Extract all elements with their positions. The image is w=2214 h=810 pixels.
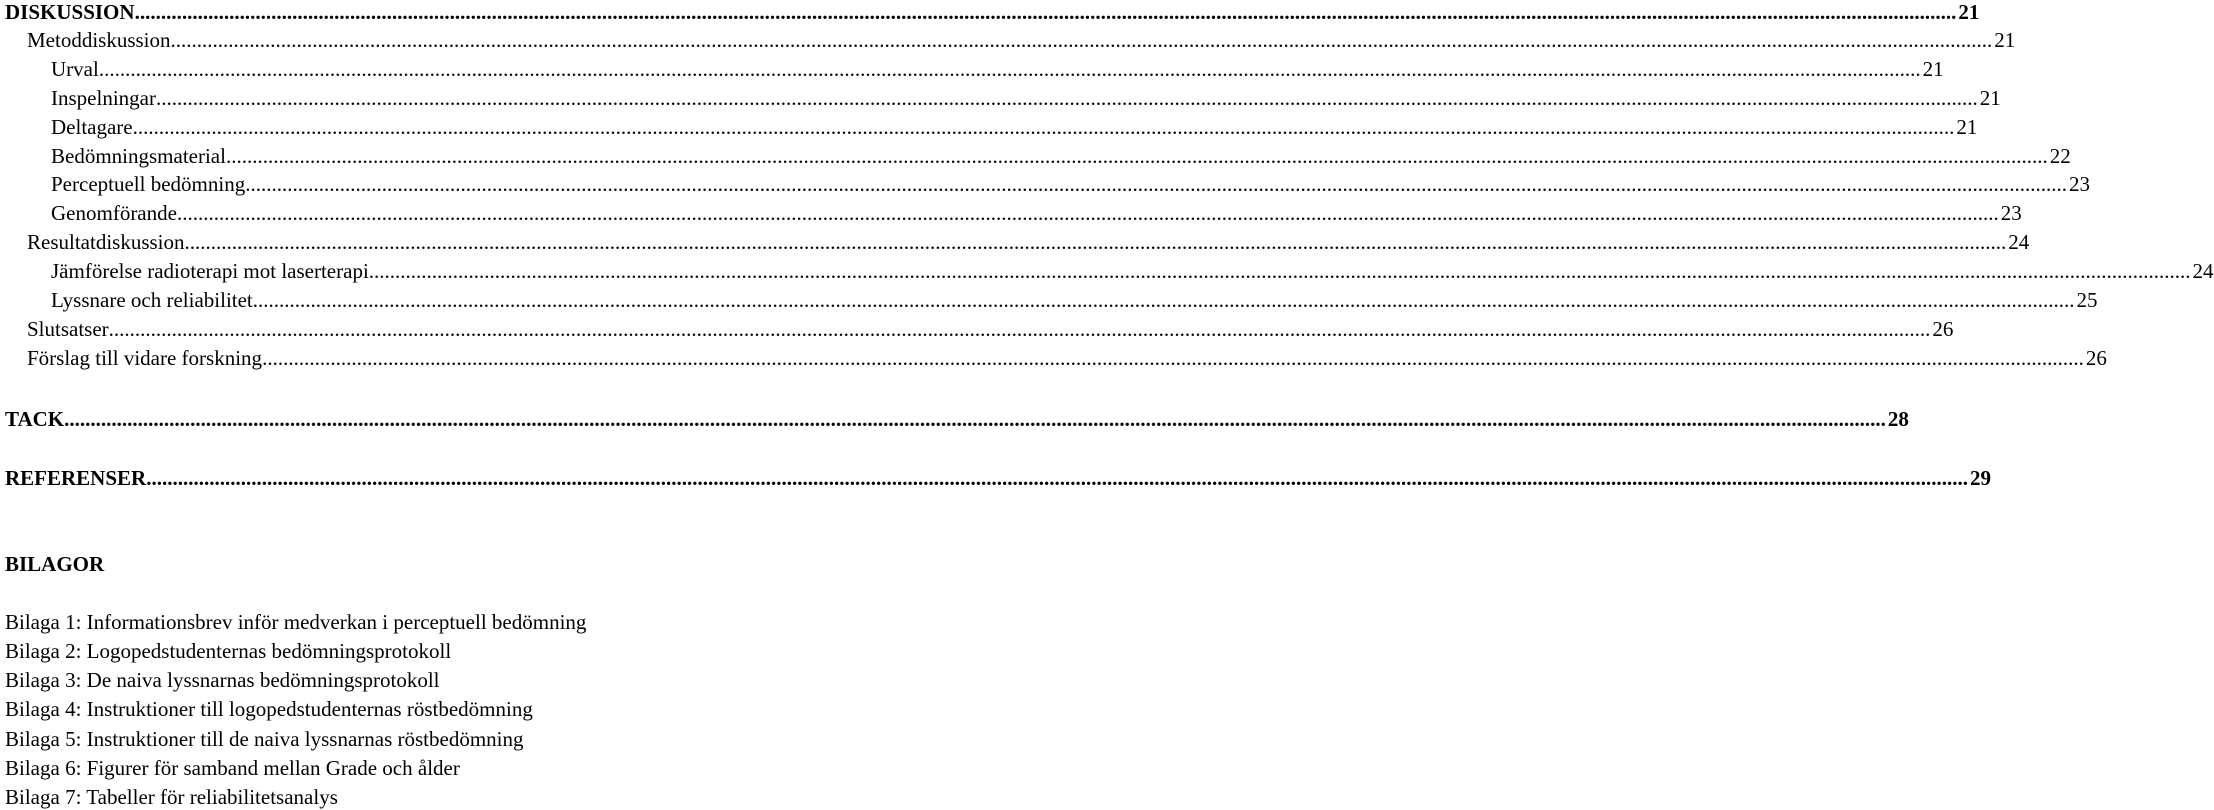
toc-title: TACK [5, 407, 65, 431]
toc-title: DISKUSSION [5, 0, 135, 24]
toc-leader [185, 230, 2007, 254]
toc-page: 21 [1979, 86, 2001, 110]
toc-row-forslag[interactable] [0, 346, 2107, 370]
toc-leader [245, 172, 2067, 196]
toc-page: 28 [1887, 407, 1909, 431]
toc-page: 23 [2068, 172, 2090, 196]
toc-leader [369, 259, 2191, 283]
toc-leader [226, 144, 2048, 168]
toc-title: Förslag till vidare forskning [27, 346, 263, 370]
toc-page: 23 [2000, 201, 2022, 225]
toc-leader [262, 346, 2084, 370]
toc-title: Resultatdiskussion [27, 230, 185, 254]
toc-row-inspelningar[interactable] [0, 86, 2001, 110]
toc-row-jamforelse[interactable] [0, 259, 2214, 283]
toc-title: Deltagare [51, 115, 133, 139]
toc-page: 22 [2049, 144, 2071, 168]
toc-page: 24 [2192, 259, 2214, 283]
toc-page: 29 [1969, 466, 1991, 490]
appendix-item-2: Bilaga 2: Logopedstudenternas bedömningsprotokoll [5, 639, 452, 663]
appendix-item-3: Bilaga 3: De naiva lyssnarnas bedömningsprotokoll [5, 668, 440, 692]
toc-row-deltagare[interactable] [0, 115, 1978, 139]
appendix-item-4: Bilaga 4: Instruktioner till logopedstudenternas röstbedömning [5, 697, 533, 721]
toc-page: 26 [1932, 317, 1954, 341]
toc-row-referenser[interactable] [0, 466, 1991, 490]
toc-leader [253, 288, 2075, 312]
toc-row-resultatdiskussion[interactable] [0, 230, 2030, 254]
toc-title: Genomförande [51, 201, 177, 225]
toc-page: 21 [1922, 57, 1944, 81]
toc-title: Perceptuell bedömning [51, 172, 246, 196]
toc-title: REFERENSER [5, 466, 147, 490]
toc-leader [156, 86, 1978, 110]
toc-page: 25 [2076, 288, 2098, 312]
toc-row-genomforande[interactable] [0, 201, 2022, 225]
toc-row-slutsatser[interactable] [0, 317, 1954, 341]
toc-title: Inspelningar [51, 86, 156, 110]
toc-row-diskussion[interactable] [0, 0, 1980, 24]
toc-row-bedomningsmaterial[interactable] [0, 144, 2071, 168]
toc-title: Bedömningsmaterial [51, 144, 226, 168]
toc-page: 21 [1994, 28, 2016, 52]
appendix-item-7: Bilaga 7: Tabeller för reliabilitetsanalys [5, 785, 338, 809]
toc-leader [99, 57, 1921, 81]
toc-row-lyssnare[interactable] [0, 288, 2098, 312]
toc-title: Lyssnare och reliabilitet [51, 288, 253, 312]
toc-page: 21 [1956, 115, 1978, 139]
toc-title: Metoddiskussion [27, 28, 171, 52]
toc-leader [146, 466, 1968, 490]
appendix-item-1: Bilaga 1: Informationsbrev inför medverkan i perceptuell bedömning [5, 610, 587, 634]
appendix-heading: BILAGOR [5, 552, 105, 576]
toc-title: Urval [51, 57, 99, 81]
appendix-item-5: Bilaga 5: Instruktioner till de naiva lyssnarnas röstbedömning [5, 727, 524, 751]
toc-title: Slutsatser [27, 317, 109, 341]
toc-leader [177, 201, 1999, 225]
toc-leader [109, 317, 1931, 341]
toc-leader [133, 115, 1955, 139]
toc-leader [64, 407, 1886, 431]
toc-leader [135, 0, 1957, 24]
toc-page: 26 [2085, 346, 2107, 370]
toc-leader [171, 28, 1993, 52]
toc-title: Jämförelse radioterapi mot laserterapi [51, 259, 369, 283]
toc-page: 24 [2008, 230, 2030, 254]
toc-row-tack[interactable] [0, 407, 1909, 431]
toc-page: 21 [1958, 0, 1980, 24]
toc-row-urval[interactable] [0, 57, 1944, 81]
toc-row-perceptuell-bedomning[interactable] [0, 172, 2090, 196]
appendix-item-6: Bilaga 6: Figurer för samband mellan Grade och ålder [5, 756, 460, 780]
toc-row-metoddiskussion[interactable] [0, 28, 2016, 52]
